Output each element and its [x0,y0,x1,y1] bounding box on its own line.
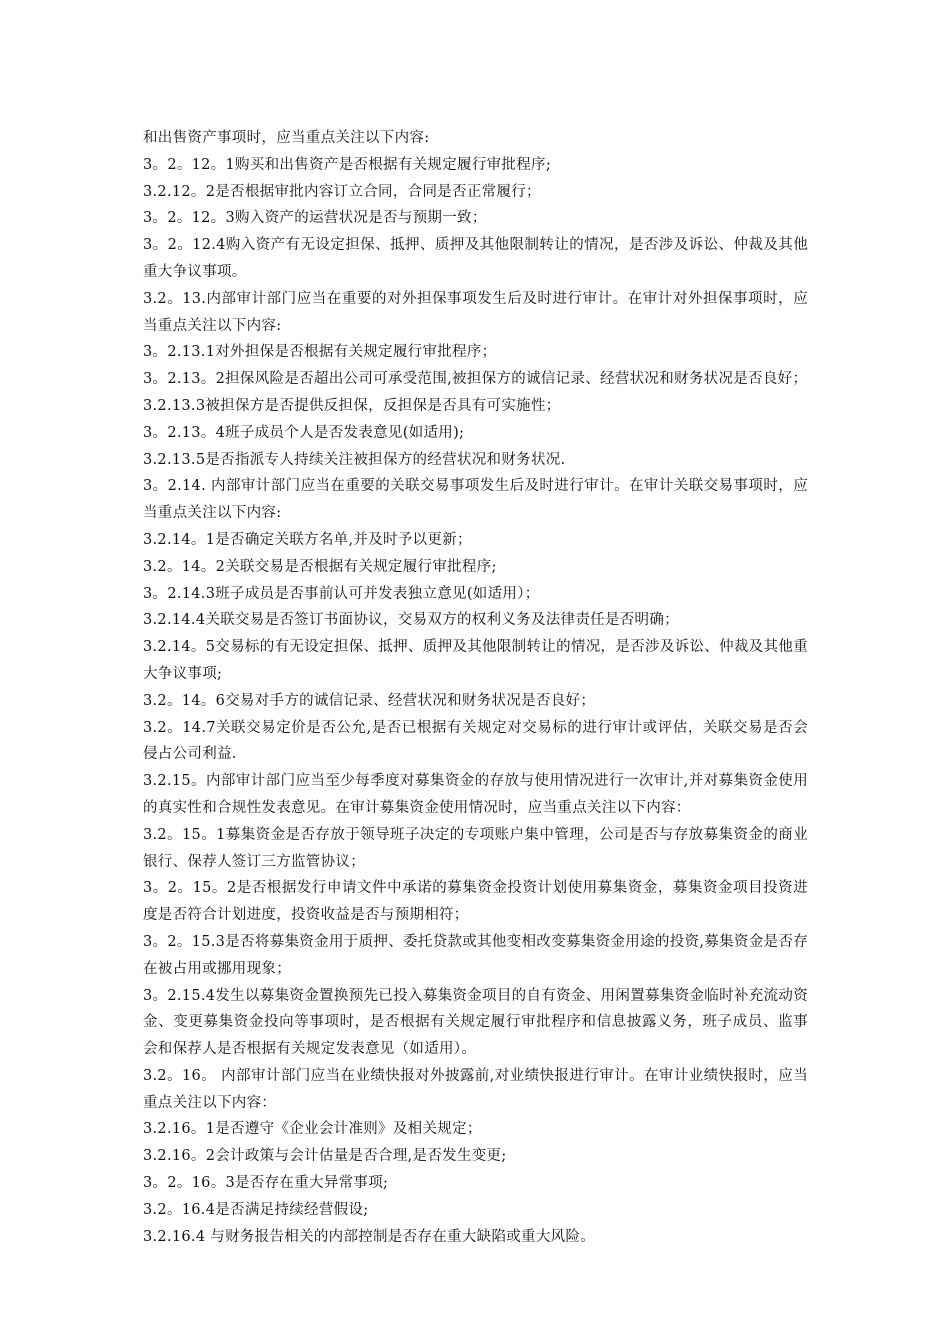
paragraph: 3.2。14。6交易对手方的诚信记录、经营状况和财务状况是否良好； [143,692,596,709]
paragraph: 3。2。12。3购入资产的运营状况是否与预期一致； [143,210,487,227]
paragraph: 和出售资产事项时，应当重点关注以下内容: [143,130,430,146]
paragraph: 3。2。12.4购入资产有无设定担保、抵押、质押及其他限制转让的情况，是否涉及诉讼、仲裁及其他重大争议事项。 [143,237,808,280]
paragraph: 3.2。13.内部审计部门应当在重要的对外担保事项发生后及时进行审计。在审计对外担保事项时，应当重点关注以下内容: [143,290,808,334]
paragraph: 3。2。15。2是否根据发行申请文件中承诺的募集资金投资计划使用募集资金，募集资金项目投资进度是否符合计划进度，投资收益是否与预期相符； [143,880,808,924]
paragraph: 3。2.13。2担保风险是否超出公司可承受范围,被担保方的诚信记录、经营状况和财务状况是否良好； [143,371,808,388]
paragraph: 3。2.13。4班子成员个人是否发表意见(如适用); [143,424,465,441]
paragraph: 3.2。16。 内部审计部门应当在业绩快报对外披露前,对业绩快报进行审计。在审计业绩快报时，应当重点关注以下内容： [143,1067,808,1111]
paragraph: 3。2。15.3是否将募集资金用于质押、委托贷款或其他变相改变募集资金用途的投资,募集资金是否存在被占用或挪用现象； [143,933,808,977]
document-body [143,125,808,1250]
paragraph: 3。2.15.4发生以募集资金置换预先已投入募集资金项目的自有资金、用闲置募集资金临时补充流动资金、变更募集资金投向等事项时，是否根据有关规定履行审批程序和信息披露义务，班子成员、监事会和保荐人是否根据有关规定发表意见（如适用）。 [143,987,808,1058]
paragraph: 3.2.15。内部审计部门应当至少每季度对募集资金的存放与使用情况进行一次审计,并对募集资金使用的真实性和合规性发表意见。在审计募集资金使用情况时，应当重点关注以下内容： [143,773,808,816]
paragraph: 3.2.16。2会计政策与会计估量是否合理,是否发生变更; [143,1148,507,1165]
paragraph: 3.2.16。1是否遵守《企业会计准则》及相关规定； [143,1121,482,1138]
paragraph: 3.2.14.4关联交易是否签订书面协议，交易双方的权利义务及法律责任是否明确； [143,612,679,629]
paragraph: 3.2。16.4是否满足持续经营假设; [143,1201,369,1218]
paragraph: 3。2.13.1对外担保是否根据有关规定履行审批程序； [143,344,497,361]
paragraph: 3.2.16.4 与财务报告相关的内部控制是否存在重大缺陷或重大风险。 [143,1228,596,1245]
paragraph: 3.2。14。2关联交易是否根据有关规定履行审批程序; [143,558,497,575]
paragraph: 3.2。15。1募集资金是否存放于领导班子决定的专项账户集中管理，公司是否与存放募集资金的商业银行、保荐人签订三方监管协议； [143,826,808,870]
paragraph: 3.2.14。1是否确定关联方名单,并及时予以更新； [143,531,472,548]
paragraph: 3.2.13.3被担保方是否提供反担保，反担保是否具有可实施性； [143,397,561,414]
paragraph: 3.2。14.7关联交易定价是否公允,是否已根据有关规定对交易标的进行审计或评估，关联交易是否会侵占公司利益. [143,719,808,763]
paragraph: 3.2.13.5是否指派专人持续关注被担保方的经营状况和财务状况. [143,451,566,468]
paragraph: 3.2.12。2是否根据审批内容订立合同，合同是否正常履行； [143,183,541,200]
paragraph: 3。2.14.3班子成员是否事前认可并发表独立意见(如适用）； [143,585,540,602]
paragraph: 3。2。12。1购买和出售资产是否根据有关规定履行审批程序; [143,156,552,173]
paragraph: 3。2.14. 内部审计部门应当在重要的关联交易事项发生后及时进行审计。在审计关联交易事项时，应当重点关注以下内容: [143,478,808,522]
paragraph: 3.2.14。5交易标的有无设定担保、抵押、质押及其他限制转让的情况，是否涉及诉讼、仲裁及其他重大争议事项; [143,639,808,682]
paragraph: 3。2。16。3是否存在重大异常事项; [143,1175,389,1192]
